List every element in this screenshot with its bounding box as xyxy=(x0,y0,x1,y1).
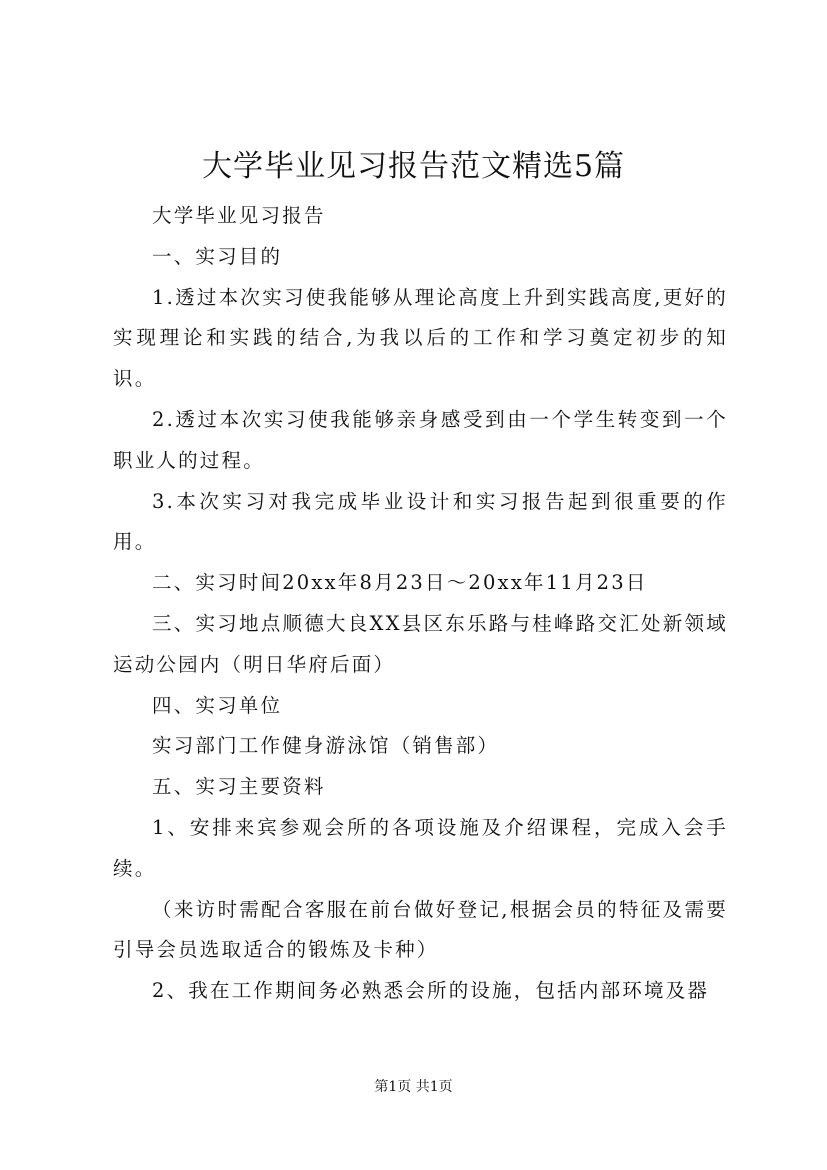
paragraph-heading: 大学毕业见习报告 xyxy=(152,204,326,227)
paragraph-item-2: 2.透过本次实习使我能够亲身感受到由一个学生转变到一个职业人的过程。 xyxy=(113,407,728,472)
paragraph-task-2: 2、我在工作期间务必熟悉会所的设施，包括内部环境及器 xyxy=(152,979,710,1003)
paragraph-section-2: 二、实习时间20xx年8月23日～20xx年11月23日 xyxy=(152,571,648,595)
paragraph-section-5: 五、实习主要资料 xyxy=(152,775,326,799)
paragraph-section-4: 四、实习单位 xyxy=(152,693,283,717)
paragraph-section-3: 三、实习地点顺德大良XX县区东乐路与桂峰路交汇处新领域运动公园内（明日华府后面） xyxy=(113,611,728,676)
document-title: 大学毕业见习报告范文精选5篇 xyxy=(201,149,626,184)
paragraph-department: 实习部门工作健身游泳馆（销售部） xyxy=(152,734,500,758)
paragraph-item-1: 1.透过本次实习使我能够从理论高度上升到实践高度,更好的实现理论和实践的结合,为我以后的工作和学习奠定初步的知识。 xyxy=(113,285,728,391)
page-footer: 第1页 共1页 xyxy=(374,1079,453,1095)
paragraph-section-1: 一、实习目的 xyxy=(152,244,283,268)
document-body xyxy=(113,196,728,1012)
paragraph-task-1: 1、安排来宾参观会所的各项设施及介绍课程，完成入会手续。 xyxy=(113,815,728,880)
paragraph-task-1-note: （来访时需配合客服在前台做好登记,根据会员的特征及需要引导会员选取适合的锻炼及卡种） xyxy=(113,897,728,962)
paragraph-item-3: 3.本次实习对我完成毕业设计和实习报告起到很重要的作用。 xyxy=(113,489,728,554)
